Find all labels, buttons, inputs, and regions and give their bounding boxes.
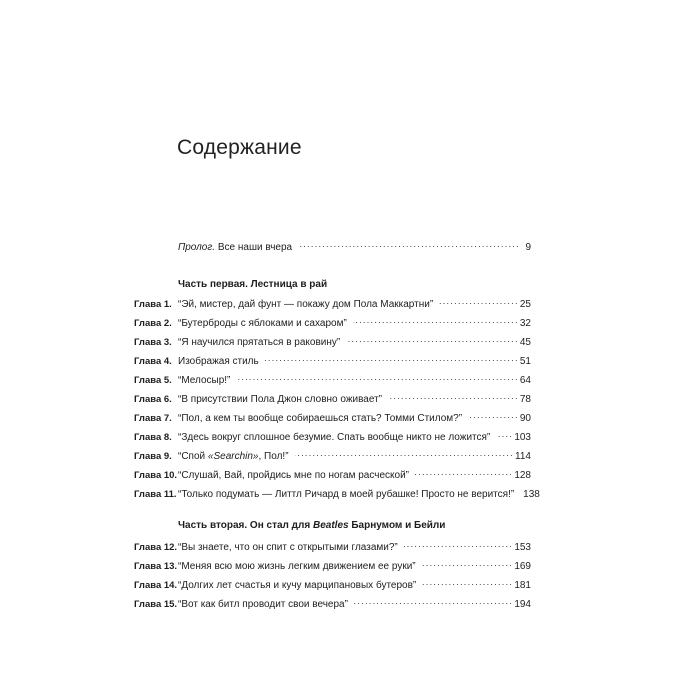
prologue-title: Все наши вчера — [217, 242, 293, 253]
entry-title — [178, 241, 292, 255]
title-part: , Пол!” — [258, 451, 289, 462]
toc-entry — [134, 316, 531, 330]
part-heading — [178, 520, 445, 531]
chapter-title: “Вы знаете, что он спит с открытыми глазами?” — [178, 542, 398, 553]
dot-leader — [404, 540, 512, 550]
dot-leader — [346, 335, 517, 345]
chapter-label: Глава 6. — [134, 394, 172, 405]
chapter-title: “В присутствии Пола Джон словно оживает” — [178, 394, 382, 405]
toc-entry — [134, 559, 531, 573]
chapter-label: Глава 14. — [134, 580, 178, 591]
dot-leader — [265, 354, 517, 364]
dot-leader — [298, 240, 518, 250]
page-number: 181 — [514, 580, 531, 591]
page-number: 194 — [514, 599, 531, 610]
dot-leader — [439, 297, 517, 307]
heading-part: Часть вторая. Он стал для — [178, 520, 313, 531]
toc-entry — [134, 597, 531, 611]
chapter-title — [178, 450, 289, 464]
dot-leader — [353, 316, 517, 326]
chapter-title: “Мелосыр!” — [178, 375, 231, 386]
page-number: 103 — [514, 432, 531, 443]
toc-entry — [134, 354, 531, 368]
page-number: 64 — [519, 375, 531, 386]
dot-leader — [236, 373, 517, 383]
page-number: 128 — [514, 470, 531, 481]
toc-entry — [134, 373, 531, 387]
chapter-label: Глава 1. — [134, 299, 172, 310]
chapter-title: “Бутерброды с яблоками и сахаром” — [178, 318, 347, 329]
dot-leader — [415, 468, 511, 478]
page-number: 51 — [519, 356, 531, 367]
chapter-label: Глава 4. — [134, 356, 172, 367]
dot-leader — [388, 392, 517, 402]
chapter-label: Глава 15. — [134, 599, 178, 610]
toc-entry — [134, 297, 531, 311]
chapter-label: Глава 9. — [134, 451, 172, 462]
toc-entry — [134, 449, 531, 463]
page-title: Содержание — [177, 136, 302, 160]
page-number: 153 — [514, 542, 531, 553]
chapter-label: Глава 13. — [134, 561, 178, 572]
part-heading: Часть первая. Лестница в рай — [178, 279, 328, 290]
toc-entry — [134, 468, 531, 482]
band-name: Beatles — [313, 520, 349, 531]
chapter-title: “Только подумать — Литтл Ричард в моей рубашке! Просто не верится!” — [178, 489, 515, 500]
toc-entry — [134, 392, 531, 406]
toc-entry — [134, 578, 531, 592]
toc-entry-prologue — [178, 240, 531, 254]
chapter-label: Глава 7. — [134, 413, 172, 424]
chapter-label: Глава 2. — [134, 318, 172, 329]
chapter-title: “Я научился прятаться в раковину” — [178, 337, 341, 348]
chapter-label: Глава 3. — [134, 337, 172, 348]
chapter-label: Глава 5. — [134, 375, 172, 386]
heading-part: Барнумом и Бейли — [348, 520, 446, 531]
dot-leader — [422, 559, 512, 569]
page-number: 9 — [525, 242, 531, 253]
page-number: 25 — [519, 299, 531, 310]
dot-leader — [422, 578, 511, 588]
dot-leader — [468, 411, 517, 421]
dot-leader — [295, 449, 513, 459]
title-part: “Спой — [178, 451, 208, 462]
prologue-label: Пролог. — [178, 242, 216, 253]
chapter-title: “Долгих лет счастья и кучу марципановых бутеров” — [178, 580, 417, 591]
chapter-label: Глава 10. — [134, 470, 178, 481]
page-number: 78 — [519, 394, 531, 405]
song-title: «Searchin» — [207, 451, 259, 462]
page-number: 32 — [519, 318, 531, 329]
chapter-title: “Слушай, Вай, пройдись мне по ногам расческой” — [178, 470, 409, 481]
page-number: 45 — [519, 337, 531, 348]
chapter-title: “Здесь вокруг сплошное безумие. Спать вообще никто не ложится” — [178, 432, 491, 443]
chapter-label: Глава 8. — [134, 432, 172, 443]
chapter-title: Изображая стиль — [178, 356, 259, 367]
toc-entry — [134, 335, 531, 349]
chapter-label: Глава 12. — [134, 542, 178, 553]
toc-entry — [134, 487, 540, 501]
page-number: 169 — [514, 561, 531, 572]
toc-entry — [134, 411, 531, 425]
chapter-title: “Эй, мистер, дай фунт — покажу дом Пола Маккартни” — [178, 299, 434, 310]
dot-leader — [496, 430, 511, 440]
page-number: 90 — [519, 413, 531, 424]
chapter-label: Глава 11. — [134, 489, 177, 500]
chapter-title: “Пол, а кем ты вообще собираешься стать? Томми Стилом?” — [178, 413, 463, 424]
toc-entry — [134, 430, 531, 444]
page-number: 138 — [523, 489, 540, 500]
chapter-title: “Меняя всю мою жизнь легким движением ее руки” — [178, 561, 416, 572]
page-number: 114 — [515, 451, 531, 462]
dot-leader — [354, 597, 511, 607]
chapter-title: “Вот как битл проводит свои вечера” — [178, 599, 348, 610]
toc-entry — [134, 540, 531, 554]
